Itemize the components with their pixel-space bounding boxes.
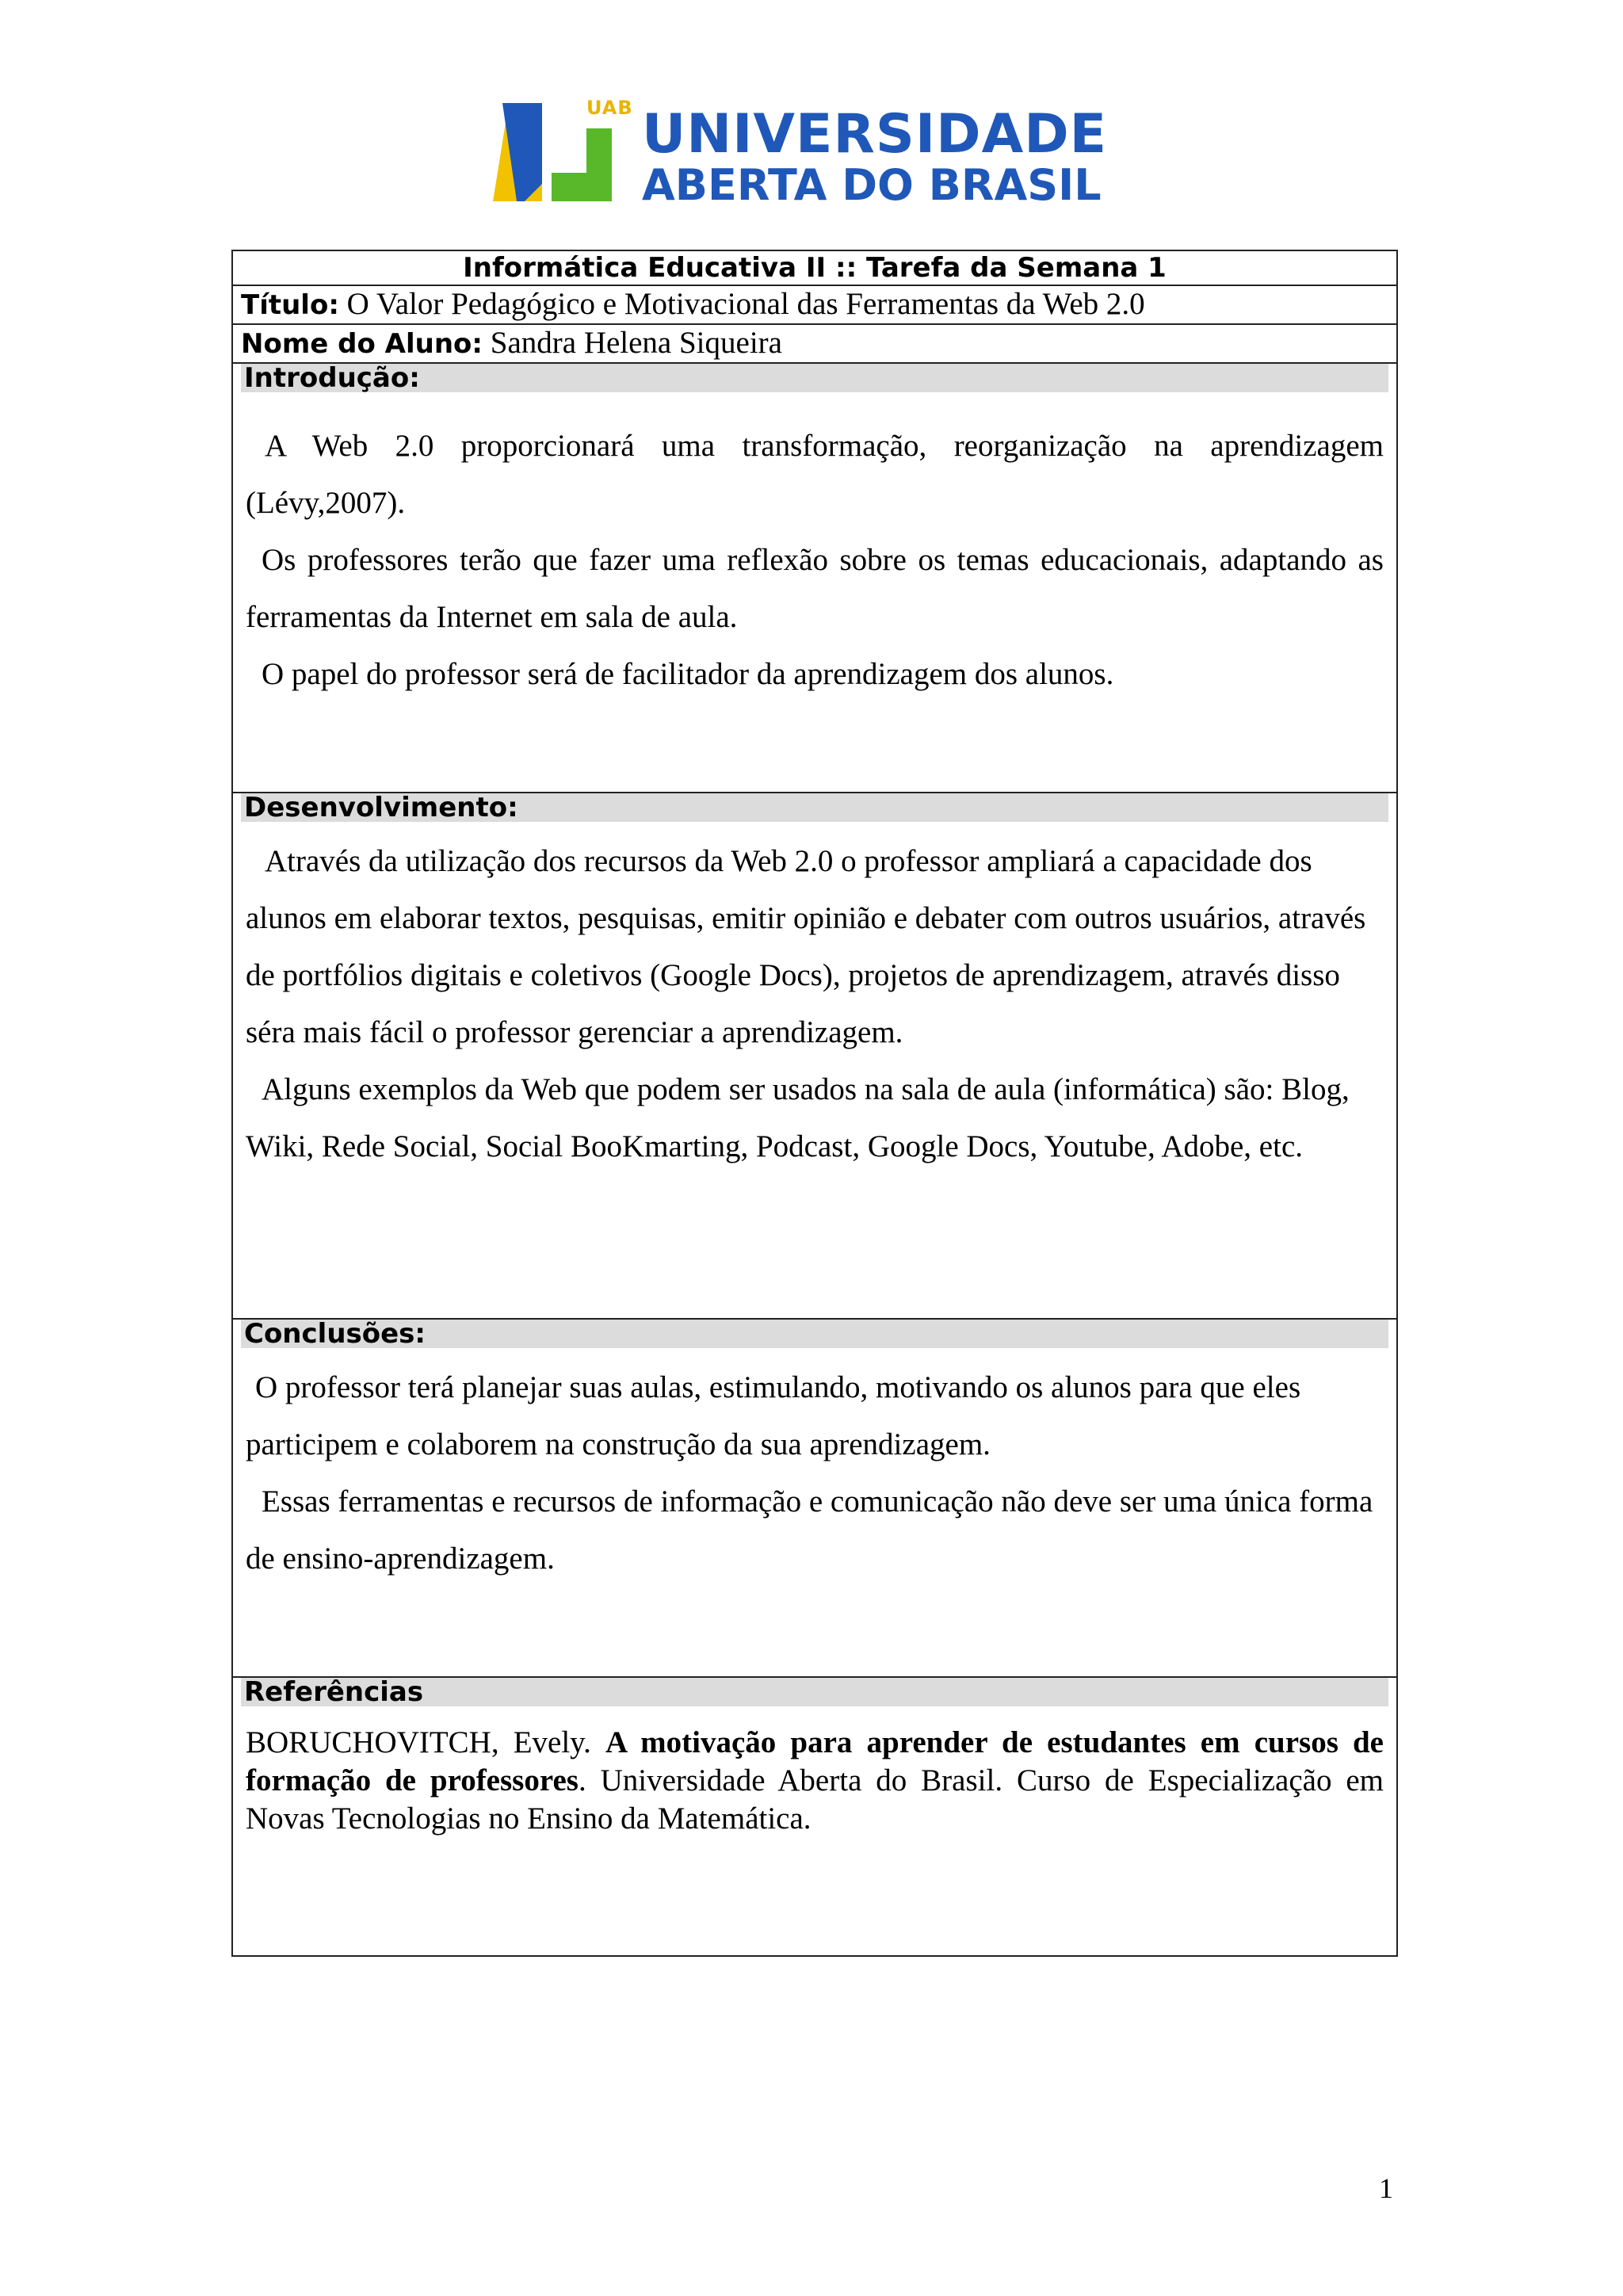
referencias-section: [232, 1677, 1397, 1956]
conclusoes-paragraph: Essas ferramentas e recursos de informação e comunicação não deve ser uma única forma de ensino-aprendizagem.: [246, 1484, 1373, 1576]
reference-author: BORUCHOVITCH, Evely.: [246, 1725, 591, 1759]
referencias-heading: Referências: [241, 1678, 1388, 1706]
logo-line-aberta: ABERTA DO BRASIL: [642, 160, 1102, 210]
desenvolvimento-paragraph: Alguns exemplos da Web que podem ser usados na sala de aula (informática) são: Blog, Wiki, Rede Social, Social BooKmarting, Podcast, Google Docs, Youtube, Adobe, etc.: [246, 1072, 1350, 1163]
page-number: 1: [1379, 2172, 1393, 2204]
introducao-paragraph: O papel do professor será de facilitador da aprendizagem dos alunos.: [262, 657, 1114, 691]
desenvolvimento-body: [241, 822, 1388, 1175]
desenvolvimento-paragraph: Através da utilização dos recursos da Web 2.0 o professor ampliará a capacidade dos alunos em elaborar textos, pesquisas, emitir opinião e debater com outros usuários, através de portfólios digitais e coletivos (Google Docs), projetos de aprendizagem, através disso séra mais fácil o professor gerenciar a aprendizagem.: [246, 844, 1366, 1049]
desenvolvimento-section: [232, 793, 1397, 1319]
assignment-table: [231, 250, 1398, 1957]
student-cell: [232, 324, 1397, 363]
desenvolvimento-heading: Desenvolvimento:: [241, 793, 1388, 822]
title-label: Título:: [241, 289, 339, 321]
course-title: Informática Educativa II :: Tarefa da Semana 1: [232, 250, 1397, 285]
student-label: Nome do Aluno:: [241, 328, 483, 360]
introducao-paragraph: A Web 2.0 proporcionará uma transformação, reorganização na aprendizagem (Lévy,2007).: [246, 429, 1384, 520]
reference-details: . Universidade Aberta do Brasil. Curso de Especialização em Novas Tecnologias no Ensino da Matemática.: [246, 1763, 1384, 1836]
logo-small-text: UAB: [586, 97, 633, 119]
introducao-row: [232, 363, 1397, 793]
title-cell: [232, 285, 1397, 324]
reference-entry: [241, 1706, 1388, 1838]
referencias-row: [232, 1677, 1397, 1956]
conclusoes-row: [232, 1319, 1397, 1677]
introducao-section: [232, 363, 1397, 793]
course-row: [232, 250, 1397, 285]
introducao-heading: Introdução:: [241, 364, 1388, 392]
logo-line-universidade: UNIVERSIDADE: [642, 103, 1108, 166]
conclusoes-heading: Conclusões:: [241, 1320, 1388, 1348]
uab-logo: [493, 97, 1108, 210]
conclusoes-section: [232, 1319, 1397, 1677]
student-value: Sandra Helena Siqueira: [490, 326, 782, 360]
desenvolvimento-row: [232, 793, 1397, 1319]
introducao-body: [241, 392, 1388, 703]
introducao-paragraph: Os professores terão que fazer uma reflexão sobre os temas educacionais, adaptando as ferramentas da Internet em sala de aula.: [246, 543, 1384, 634]
title-row: [232, 285, 1397, 324]
conclusoes-paragraph: O professor terá planejar suas aulas, estimulando, motivando os alunos para que eles participem e colaborem na construção da sua aprendizagem.: [246, 1370, 1301, 1461]
student-row: [232, 324, 1397, 363]
reference-title: A motivação para aprender de estudantes em cursos de formação de professores: [246, 1725, 1384, 1797]
title-value: O Valor Pedagógico e Motivacional das Ferramentas da Web 2.0: [346, 287, 1145, 321]
conclusoes-body: [241, 1348, 1388, 1587]
